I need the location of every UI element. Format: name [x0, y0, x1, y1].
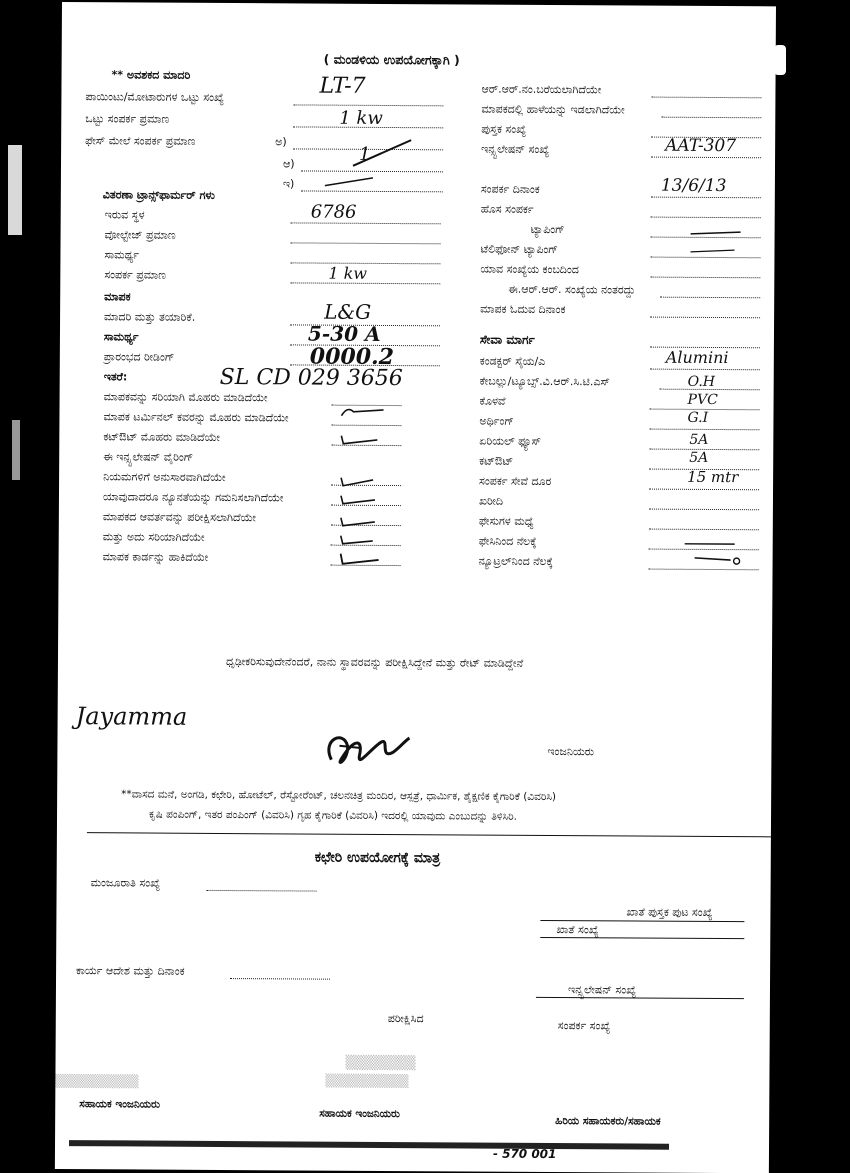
sub-label: ಇ): [282, 177, 295, 191]
field-label: ಪರೀಕ್ಷಿಸಿದ: [387, 1012, 424, 1026]
pen-stroke: [323, 172, 383, 192]
field-label: ಸಹಾಯಕ ಇಂಜನಿಯರು: [319, 1107, 400, 1121]
sub-label: ಆ): [282, 157, 295, 171]
handwritten-value: 13/6/13: [660, 175, 727, 197]
faded-stamp: ▒▒▒▒▒▒▒▒▒: [55, 1073, 139, 1089]
fill-line: [291, 222, 441, 224]
fill-line: [651, 97, 761, 99]
handwritten-value: 5A: [689, 449, 709, 466]
field-label: ಖಾತೆ ಪುಸ್ತಕ ಪುಟ ಸಂಖ್ಯೆ: [626, 905, 713, 919]
office-heading: ಕಛೇರಿ ಉಪಯೋಗಕ್ಕೆ ಮಾತ್ರ: [314, 849, 441, 867]
fill-line: [660, 297, 760, 299]
fill-line: [661, 117, 761, 119]
section-heading: ಇತರೆ:: [103, 370, 128, 384]
engineer-label: ಇಂಜನಿಯರು: [547, 744, 595, 759]
field-label: ಕಟ್‌ಔಟ್: [479, 454, 514, 468]
handwritten-value: 0000.2: [309, 343, 395, 371]
check-label: ಮಾಪಕವನ್ನು ಸರಿಯಾಗಿ ಮೊಹರು ಮಾಡಿದೆಯೇ: [103, 390, 268, 405]
engineer-signature: [319, 726, 415, 777]
field-label: ಆರ್.ಆರ್.ನಂ.ಬರೆಯಲಾಗಿದೆಯೇ: [481, 82, 602, 97]
handwritten-value: 1 kw: [339, 107, 383, 129]
field-label: ಸಂಪರ್ಕ ದಿನಾಂಕ: [480, 182, 540, 196]
field-label: ಕಂಡಕ್ಟರ್ ಸೈಯ/ಎ: [479, 354, 546, 368]
field-label: ಅರ್ಥಿಂಗ್: [479, 414, 514, 428]
scan-artifact: [12, 420, 20, 480]
scan-border-left: [0, 0, 62, 1169]
field-label: ಸಂಪರ್ಕ ಸೇವೆ ದೂರ: [479, 474, 552, 488]
fill-line: [293, 104, 443, 106]
pen-stroke: [679, 526, 759, 576]
field-label: ಯಾವ ಸಂಖ್ಯೆಯ ಕಂಬದಿಂದ: [480, 262, 579, 277]
handwritten-value: 6786: [310, 201, 357, 223]
field-label: ಮಾಪಕ ಓದುವ ದಿನಾಂಕ: [480, 302, 566, 317]
field-label: ಏರಿಯಲ್ ಫ್ಯೂಸ್: [479, 434, 542, 448]
handwritten-note: Jayamma: [75, 702, 188, 731]
handwritten-value: L&G: [324, 299, 372, 324]
field-label: ಮಾಪಕದಲ್ಲಿ ಹಾಳೆಯನ್ನು ಇಡಲಾಗಿದೆಯೇ: [481, 102, 625, 117]
field-label: ಇರುವ ಸ್ಥಳ: [104, 208, 145, 222]
check-label: ಮಾಪಕ ಕಾರ್ಡನ್ನು ಹಾಕಿದೆಯೇ: [102, 550, 209, 564]
footer-bar: [69, 1140, 669, 1150]
fill-line: [650, 317, 760, 319]
check-label: ಮಾಪಕದ ಆವರ್ತವನ್ನು ಪರೀಕ್ಷಿಸಲಾಗಿದೆಯೇ: [102, 510, 257, 525]
section-heading: ಸೇವಾ ಮಾರ್ಗ: [479, 332, 535, 347]
fill-line: [651, 157, 761, 159]
field-label: ಫೇಸುಗಳ ಮಧ್ಯೆ: [478, 514, 534, 528]
check-label: ಕಟ್‌ಔಟ್ ಮೊಹರು ಮಾಡಿದೆಯೇ: [103, 430, 221, 444]
field-label: ಫೇಸಿನಿಂದ ನೆಲಕ್ಕೆ: [478, 534, 537, 548]
handwritten-value: 15 mtr: [687, 467, 739, 487]
field-label: ಟೆಲಿಫೋನ್ ಟ್ಯಾಪಿಂಗ್: [480, 242, 558, 257]
fill-line: [650, 277, 760, 279]
field-label: ಫೇಸ್ ಮೇಲೆ ಸಂಪರ್ಕ ಪ್ರಮಾಣ: [85, 134, 196, 148]
pen-stroke: [686, 186, 756, 266]
check-label: ಯಾವುದಾದರೂ ನ್ಯೂನತೆಯನ್ನು ಗಮನಿಸಲಾಗಿದೆಯೇ: [102, 490, 284, 505]
pen-stroke: [351, 136, 421, 176]
handwritten-value: O.H: [687, 373, 716, 390]
section-heading: ವಿತರಣಾ ಟ್ರಾನ್ಸ್‌ಫಾರ್ಮರ್ ಗಳು: [102, 188, 215, 202]
field-label: ಖಾತೆ ಸಂಖ್ಯೆ: [556, 923, 599, 937]
document-page: [55, 2, 776, 1173]
field-label: ಹಿರಿಯ ಸಹಾಯಕರು/ಸಹಾಯಕ: [555, 1115, 661, 1128]
handwritten-value: SL CD 029 3656: [219, 364, 403, 392]
field-label: ಕೇಬಲ್ಲು/ಟ್ಯೂಬ್ಸ್.ವಿ.ಆರ್.ಸಿ.ಟಿ.ಎಸ್: [479, 374, 610, 389]
field-label: ನ್ಯೂಟ್ರಲ್‌ನಿಂದ ನೆಲಕ್ಕೆ: [478, 554, 554, 569]
field-label: ಪಾಯಿಂಟು/ಮೋಟಾರುಗಳ ಒಟ್ಟು ಸಂಖ್ಯೆ: [85, 90, 225, 104]
field-label: ಒಟ್ಟು ಸಂಪರ್ಕ ಪ್ರಮಾಣ: [85, 112, 170, 126]
section-heading: ಮಾಪಕ: [104, 290, 131, 304]
field-label: ಟ್ಯಾಪಿಂಗ್: [530, 222, 565, 237]
check-label: ಮಾಪಕ ಟರ್ಮಿನಲ್ ಕವರನ್ನು ಮೊಹರು ಮಾಡಿದೆಯೇ: [103, 410, 289, 425]
sub-label: ಅ): [275, 135, 287, 149]
field-label: ಮಾದರಿ ಮತ್ತು ತಯಾರಿಕೆ.: [104, 310, 196, 324]
field-label: ಪ್ರಾರಂಭದ ರೀಡಿಂಗ್: [103, 350, 175, 364]
fill-line: [650, 369, 760, 371]
handwritten-value: 1 kw: [328, 263, 368, 283]
handwritten-value: Alumini: [665, 347, 729, 368]
scan-artifact: [774, 45, 786, 75]
footer-text: - 570 001: [492, 1146, 557, 1162]
field-label: ಕಾರ್ಯ ಆದೇಶ ಮತ್ತು ದಿನಾಂಕ: [76, 964, 185, 978]
fill-line: [649, 429, 759, 431]
field-label: ಖರೀದಿ: [478, 494, 504, 508]
field-label: ಇನ್ಸ್ಟಲೇಷನ್ ಸಂಖ್ಯೆ: [567, 983, 637, 997]
handwritten-value: 5A: [689, 431, 709, 448]
page-title: ( ಮಂಡಳಿಯ ಉಪಯೋಗಕ್ಕಾಗಿ ): [323, 51, 460, 68]
divider: [536, 997, 744, 999]
faded-stamp: ▒▒▒▒▒▒▒: [345, 1055, 416, 1072]
field-label: ಸಹಾಯಕ ಇಂಜನಿಯರು: [79, 1098, 161, 1111]
field-label: ಸಂಪರ್ಕ ಸಂಖ್ಯೆ: [557, 1019, 611, 1033]
field-label: ಪುಸ್ತಕ ಸಂಖ್ಯೆ: [481, 122, 527, 136]
footnote: ಕೃಷಿ ಪಂಪಿಂಗ್, ಇತರ ಪಂಪಿಂಗ್ (ವಿವರಿಸಿ) ಗೃಹ ಕೈಗಾರಿಕೆ (ವಿವರಿಸಿ) ಇದರಲ್ಲಿ ಯಾವುದು ಎಂಬುದನ್ನು ತಿಳಿಸಿರಿ.: [149, 808, 518, 823]
fill-line: [291, 242, 441, 244]
field-label: ಸಾಮರ್ಥ್ಯ: [104, 248, 140, 262]
divider: [540, 937, 744, 939]
handwritten-value: PVC: [687, 391, 718, 409]
handwritten-value: 5-30 A: [307, 321, 381, 346]
handwritten-value: G.I: [687, 409, 709, 426]
tick-marks: [337, 404, 408, 574]
faded-stamp: ▒▒▒▒▒▒▒▒▒: [325, 1073, 409, 1089]
scan-artifact: [8, 145, 22, 235]
field-label: ಸಾಮರ್ಥ್ಯ: [103, 330, 139, 344]
fill-line: [230, 978, 330, 980]
field-label: ಸಂಪರ್ಕ ಪ್ರಮಾಣ: [104, 268, 166, 282]
handwritten-value: LT-7: [319, 73, 366, 99]
field-label: ಈ.ಆರ್.ಆರ್. ಸಂಖ್ಯೆಯ ನಂತರದ್ದು: [508, 282, 636, 297]
footnote: **ವಾಸದ ಮನೆ, ಅಂಗಡಿ, ಕಛೇರಿ, ಹೋಟೆಲ್, ರೆಸ್ಟೋರೆಂಟ್, ಚಲನಚಿತ್ರ ಮಂದಿರ, ಆಸ್ಪತ್ರೆ, ಧಾರ್ಮಿಕ, ಶೈಕ್ಷಣಿಕ ಕೈಗಾರಿಕೆ (ವಿವರಿಸಿ): [121, 788, 557, 804]
handwritten-value: AAT-307: [665, 135, 737, 157]
certification-text: ಧೃಢೀಕರಿಸುವುದೇನೆಂದರೆ, ನಾನು ಸ್ಥಾವರವನ್ನು ಪರೀಕ್ಷಿಸಿದ್ದೇನೆ ಮತ್ತು ರೇಟ್ ಮಾಡಿದ್ದೇನೆ: [225, 655, 524, 670]
fill-line: [649, 509, 759, 511]
handwritten-value: 1: [359, 143, 371, 165]
check-label: ನಿಯಮಗಳಿಗೆ ಅನುಸಾರವಾಗಿದೆಯೇ: [103, 470, 226, 485]
divider: [540, 920, 744, 922]
check-label: ಮತ್ತು ಅದು ಸರಿಯಾಗಿದೆಯೇ: [102, 530, 205, 544]
field-label: ಇನ್ಸ್ಟಲೇಷನ್ ಸಂಖ್ಯೆ: [481, 142, 550, 156]
field-label: ಕೊಳವೆ: [479, 394, 506, 408]
fill-line: [207, 890, 317, 892]
section-heading: ** ಅವಶಕದ ಮಾದರಿ: [111, 68, 191, 82]
scan-border-right: [774, 0, 850, 1169]
divider: [87, 832, 771, 837]
field-label: ಮಂಜೂರಾತಿ ಸಂಖ್ಯೆ: [90, 876, 161, 890]
check-label: ಈ ಇನ್ಸ್ಟಲೇಷನ್ ವೈರಿಂಗ್: [103, 450, 194, 464]
field-label: ವೋಲ್ಟೇಜ್ ಪ್ರಮಾಣ: [104, 228, 176, 242]
field-label: ಹೊಸ ಸಂಪರ್ಕ: [480, 202, 534, 216]
fill-line: [649, 489, 759, 491]
